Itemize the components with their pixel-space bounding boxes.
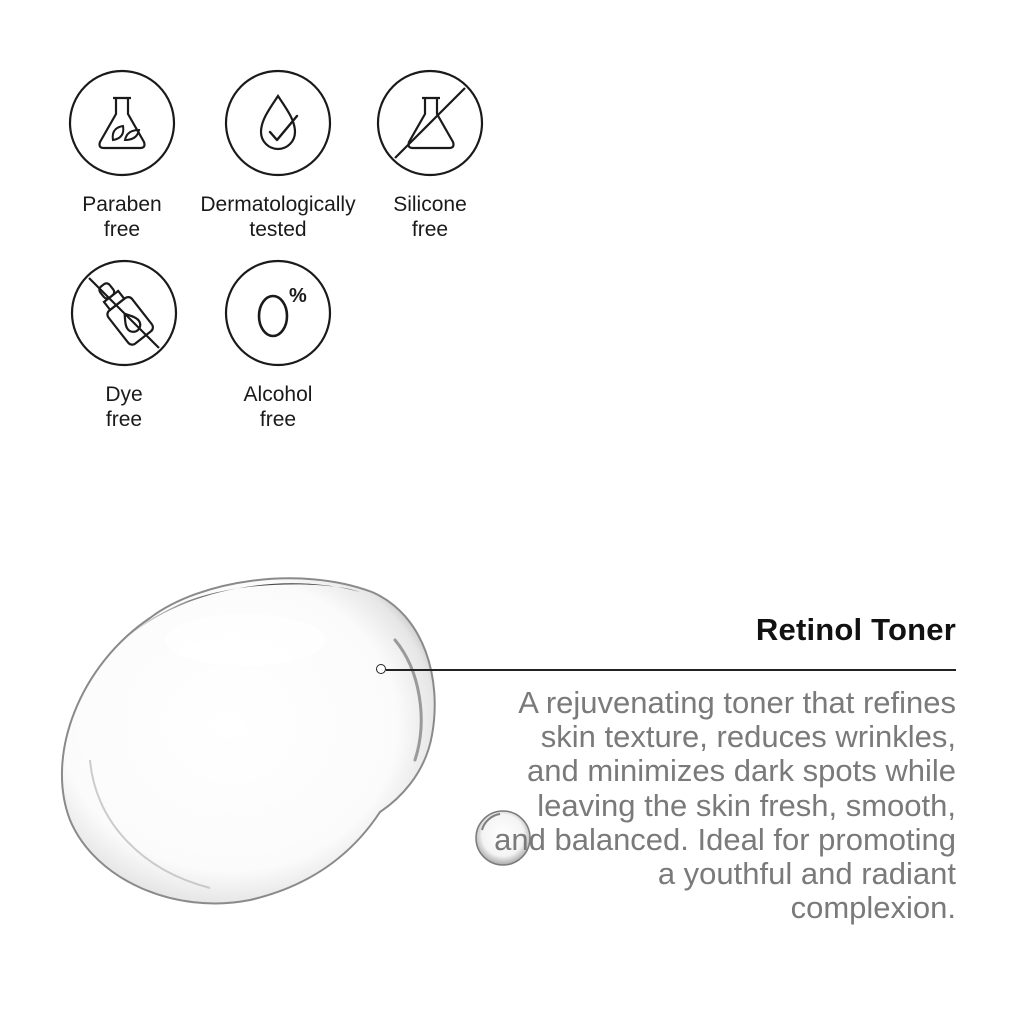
badge-label: Dermatologically tested: [200, 193, 356, 241]
callout-dot: [376, 664, 386, 674]
badge-label: Paraben free: [82, 193, 162, 241]
badge-label: Alcohol free: [243, 383, 313, 431]
product-description: A rejuvenating toner that refines skin texture, reduces wrinkles, and minimizes dark spots while leaving the skin fresh, smooth, and balanced. Ideal for promoting a youthful and radiant complexion.: [494, 685, 956, 926]
callout-line: [386, 669, 956, 671]
product-title: Retinol Toner: [755, 612, 956, 647]
svg-text:%: %: [289, 285, 307, 307]
badge-label: Silicone free: [393, 193, 467, 241]
badge-label: Dye free: [105, 383, 143, 431]
